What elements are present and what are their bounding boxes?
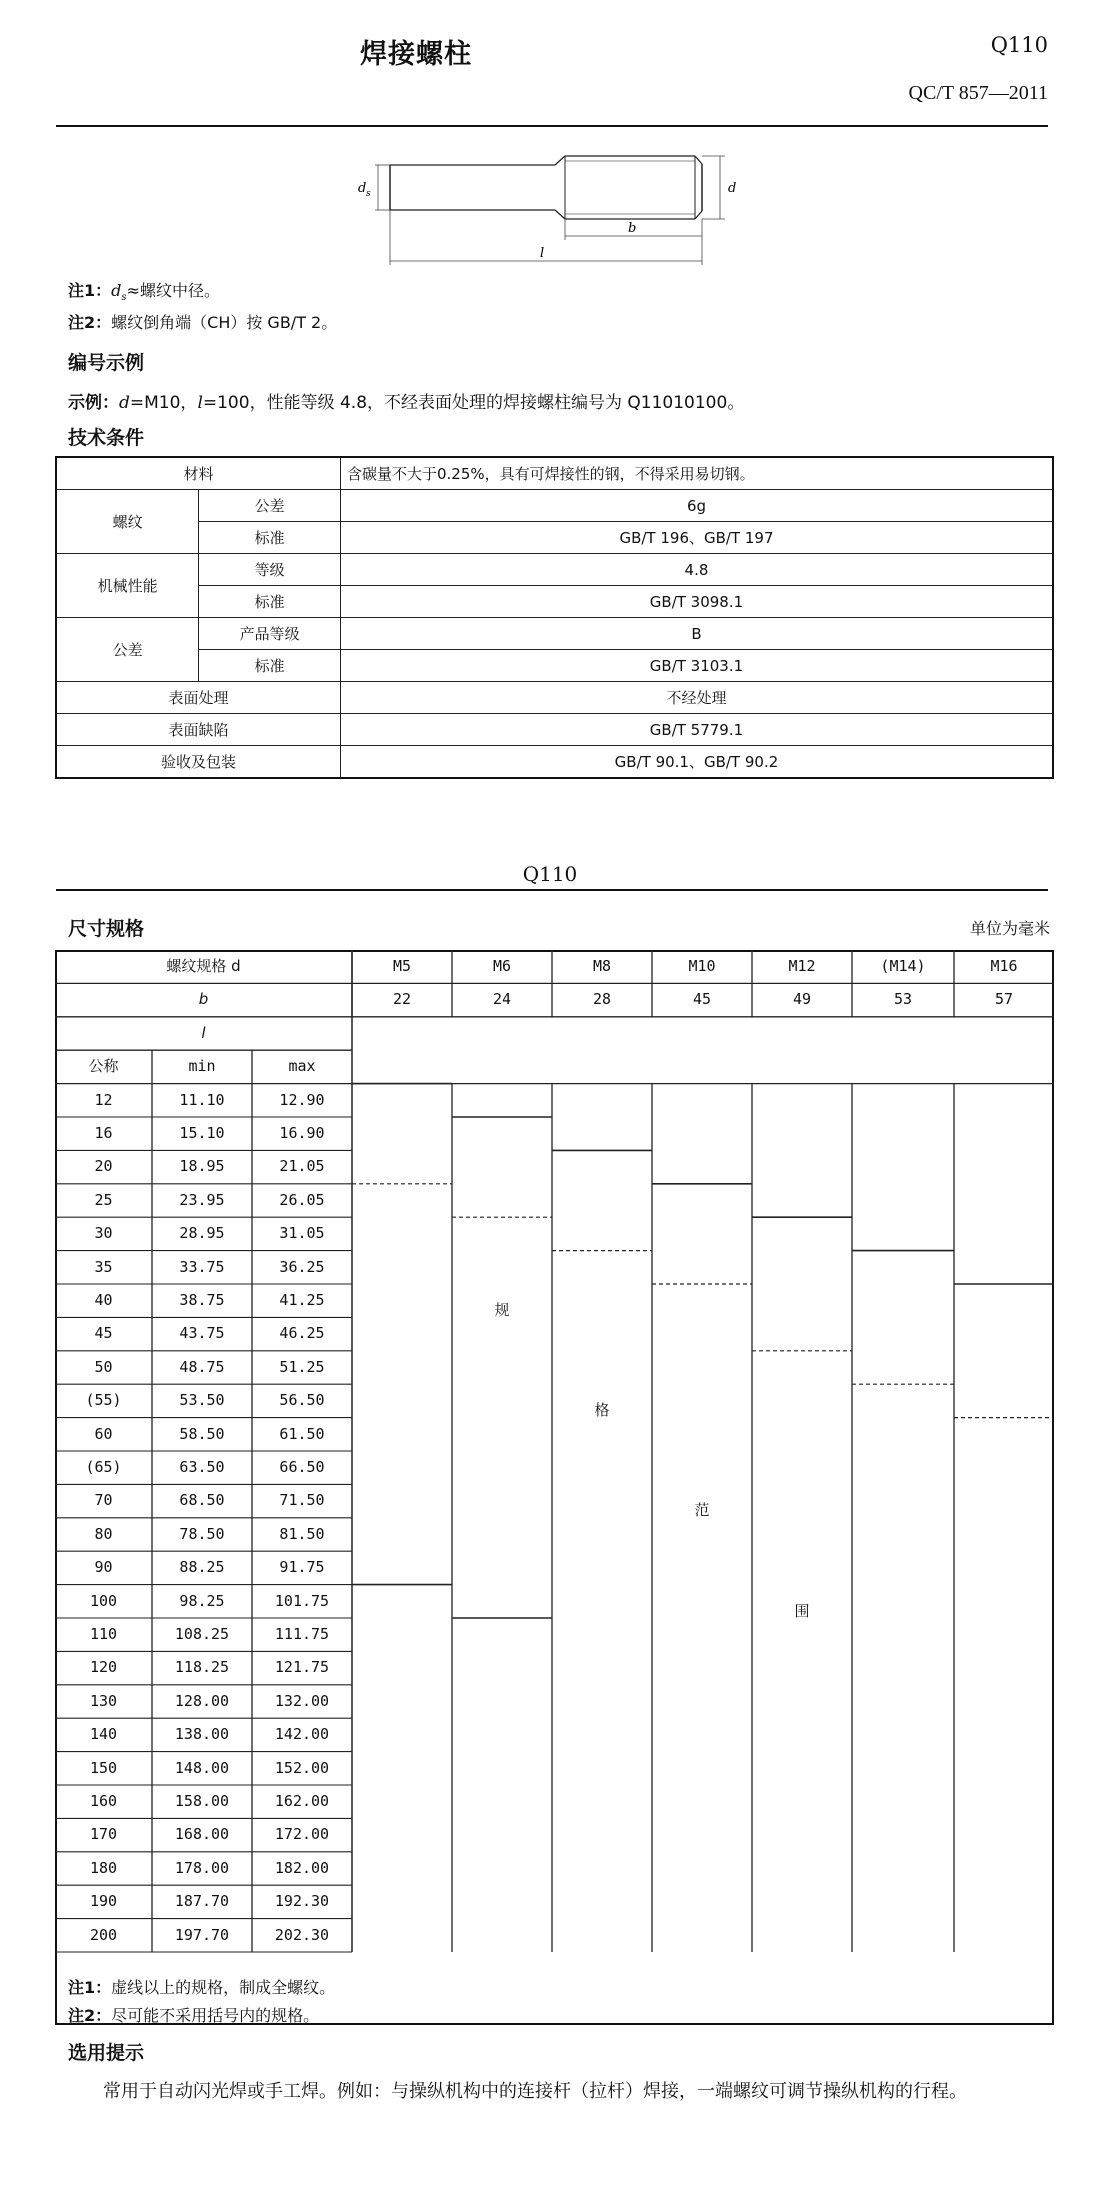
l-nominal: 120 (89, 1658, 118, 1677)
l-nominal: 35 (94, 1257, 113, 1276)
accept-label: 验收及包装 (56, 746, 340, 779)
selection-text: 常用于自动闪光焊或手工焊。例如：与操纵机构中的连接杆（拉杆）焊接，一端螺纹可调节操纵机构的行程。 (103, 2081, 967, 2102)
unit-label: 单位为毫米 (969, 919, 1050, 938)
l-min: 118.25 (174, 1658, 230, 1677)
defect-value: GB/T 5779.1 (340, 714, 1053, 746)
size-4: M12 (788, 957, 816, 975)
surface-label: 表面处理 (56, 682, 340, 714)
l-max: 61.50 (279, 1424, 325, 1443)
l-nominal: 25 (94, 1190, 113, 1209)
example-rest: =100，性能等级 4.8，不经表面处理的焊接螺柱编号为 Q11010100。 (202, 393, 745, 413)
note-label: 注1： (68, 281, 112, 300)
l-min: 38.75 (179, 1291, 225, 1309)
size-6: M16 (990, 957, 1018, 975)
tol-grade-label: 产品等级 (199, 618, 341, 650)
l-min: 68.50 (179, 1491, 225, 1510)
l-min: 15.10 (179, 1124, 225, 1142)
tol-label: 公差 (56, 618, 199, 682)
dimensions-heading: 尺寸规格 (68, 918, 145, 940)
l-nominal: 90 (94, 1558, 113, 1577)
l-nominal: 110 (89, 1625, 118, 1643)
l-min: 43.75 (179, 1324, 225, 1343)
b-value-2: 28 (592, 990, 612, 1009)
note-symbol: d (111, 281, 122, 300)
part-code: Q110 (990, 33, 1048, 57)
l-min: 18.95 (179, 1157, 225, 1176)
selection-heading: 选用提示 (68, 2042, 145, 2064)
l-min: 28.95 (179, 1224, 225, 1243)
l-nominal: (55) (85, 1391, 122, 1410)
l-header: l (201, 1023, 206, 1042)
l-min: 187.70 (174, 1892, 230, 1911)
surface-value: 不经处理 (340, 682, 1053, 714)
l-nominal: 20 (94, 1157, 113, 1176)
l-label: l (540, 246, 545, 261)
mech-grade-value: 4.8 (340, 554, 1053, 586)
dim-note-1 (68, 1975, 335, 1998)
mech-std-value: GB/T 3098.1 (340, 586, 1053, 618)
thread-std-label: 标准 (199, 522, 341, 554)
l-max: 142.00 (274, 1725, 330, 1744)
l-max: 111.75 (274, 1625, 330, 1643)
l-min: 88.25 (179, 1558, 225, 1577)
l-max: 71.50 (279, 1491, 325, 1510)
size-0: M5 (392, 957, 412, 975)
b-value-1: 24 (492, 990, 512, 1009)
b-value-3: 45 (692, 990, 712, 1009)
dim-note-2 (68, 2003, 319, 2026)
l-nominal: 180 (89, 1858, 118, 1877)
l-min: 11.10 (179, 1090, 225, 1109)
note-text: ≈螺纹中径。 (126, 281, 220, 300)
l-nominal: 70 (94, 1491, 113, 1510)
material-value: 含碳量不大于0.25%，具有可焊接性的钢，不得采用易切钢。 (340, 457, 1053, 490)
l-min: 128.00 (174, 1691, 230, 1710)
thread-std-value: GB/T 196、GB/T 197 (340, 522, 1053, 554)
note-text: 尽可能不采用括号内的规格。 (111, 2006, 320, 2025)
l-min: 58.50 (179, 1424, 225, 1443)
thread-spec-header: 螺纹规格 d (166, 957, 241, 975)
range-text: 围 (794, 1601, 810, 1620)
l-min: 108.25 (174, 1625, 230, 1643)
l-max: 16.90 (279, 1124, 325, 1142)
thread-tol-label: 公差 (199, 490, 341, 522)
page-title: 焊接螺柱 (360, 39, 472, 70)
b-header: b (198, 990, 209, 1009)
d-label: d (728, 181, 737, 196)
l-max: 81.50 (279, 1524, 325, 1543)
max-header: max (288, 1057, 316, 1076)
range-text: 规 (494, 1301, 510, 1320)
thread-tol-value: 6g (340, 490, 1053, 522)
l-nominal: 200 (89, 1925, 118, 1944)
l-nominal: 45 (94, 1324, 113, 1343)
b-label: b (628, 221, 637, 236)
l-min: 78.50 (179, 1524, 225, 1543)
ds-label: d (358, 181, 367, 196)
l-nominal: 190 (89, 1892, 118, 1911)
l-min: 63.50 (179, 1458, 225, 1476)
l-min: 148.00 (174, 1758, 230, 1777)
l-min: 23.95 (179, 1190, 225, 1209)
l-max: 192.30 (274, 1892, 330, 1911)
l-nominal: 12 (94, 1090, 113, 1109)
b-value-6: 57 (994, 990, 1014, 1009)
l-min: 48.75 (179, 1357, 225, 1376)
defect-label: 表面缺陷 (56, 714, 340, 746)
l-nominal: 140 (89, 1725, 118, 1744)
l-min: 98.25 (179, 1591, 225, 1610)
nominal-header: 公称 (88, 1057, 119, 1076)
l-nominal: (65) (85, 1458, 122, 1476)
l-nominal: 30 (94, 1224, 113, 1243)
b-value-0: 22 (392, 990, 412, 1009)
l-max: 31.05 (279, 1224, 325, 1243)
l-nominal: 160 (89, 1792, 118, 1810)
l-max: 36.25 (279, 1257, 325, 1276)
accept-value: GB/T 90.1、GB/T 90.2 (340, 746, 1053, 779)
l-nominal: 80 (94, 1524, 113, 1543)
l-max: 152.00 (274, 1758, 330, 1777)
l-nominal: 60 (94, 1424, 113, 1443)
note-label: 注2： (68, 313, 112, 332)
example-label: 示例： (68, 393, 119, 413)
l-max: 91.75 (279, 1558, 325, 1577)
l-max: 121.75 (274, 1658, 330, 1677)
min-header: min (188, 1057, 216, 1076)
l-min: 178.00 (174, 1858, 230, 1877)
b-value-4: 49 (792, 990, 812, 1009)
l-max: 26.05 (279, 1190, 325, 1209)
l-nominal: 16 (94, 1124, 113, 1142)
section-code: Q110 (522, 862, 578, 886)
l-nominal: 50 (94, 1357, 113, 1376)
tol-std-value: GB/T 3103.1 (340, 650, 1053, 682)
ds-sub: s (366, 189, 371, 199)
range-text: 范 (694, 1501, 710, 1520)
size-5: (M14) (880, 957, 926, 975)
l-max: 202.30 (274, 1925, 330, 1944)
l-min: 53.50 (179, 1391, 225, 1410)
l-min: 158.00 (174, 1792, 230, 1810)
l-max: 101.75 (274, 1591, 330, 1610)
l-min: 138.00 (174, 1725, 230, 1744)
size-3: M10 (688, 957, 716, 975)
l-min: 197.70 (174, 1925, 230, 1944)
tol-grade-value: B (340, 618, 1053, 650)
l-max: 46.25 (279, 1324, 325, 1343)
l-max: 51.25 (279, 1357, 325, 1376)
l-nominal: 150 (89, 1758, 118, 1777)
note-subscript: s (121, 292, 127, 304)
size-1: M6 (492, 957, 512, 975)
mech-std-label: 标准 (199, 586, 341, 618)
size-2: M8 (592, 957, 612, 975)
b-value-5: 53 (893, 990, 913, 1009)
value-d: =M10， (129, 393, 198, 413)
thread-label: 螺纹 (56, 490, 199, 554)
l-max: 66.50 (279, 1458, 325, 1476)
note-label: 注2： (68, 2006, 112, 2025)
note-text: 螺纹倒角端（CH）按 GB/T 2。 (111, 313, 338, 332)
l-nominal: 170 (89, 1825, 118, 1844)
l-max: 172.00 (274, 1825, 330, 1844)
l-nominal: 130 (89, 1691, 118, 1710)
designation-heading: 编号示例 (68, 352, 145, 374)
l-max: 56.50 (279, 1391, 325, 1410)
note-label: 注1： (68, 1978, 112, 1997)
mech-label: 机械性能 (56, 554, 199, 618)
mech-grade-label: 等级 (199, 554, 341, 586)
l-min: 33.75 (179, 1257, 225, 1276)
l-max: 41.25 (279, 1291, 325, 1309)
symbol-d: d (119, 393, 130, 413)
l-max: 162.00 (274, 1792, 330, 1810)
material-label: 材料 (56, 457, 340, 490)
l-min: 168.00 (174, 1825, 230, 1844)
l-max: 132.00 (274, 1691, 330, 1710)
standard-number: QC/T 857—2011 (908, 82, 1048, 104)
l-max: 182.00 (274, 1858, 330, 1877)
l-nominal: 40 (94, 1291, 113, 1309)
range-text: 格 (594, 1401, 610, 1420)
l-nominal: 100 (89, 1591, 118, 1610)
tech-heading: 技术条件 (68, 427, 145, 449)
l-max: 21.05 (279, 1157, 325, 1176)
tol-std-label: 标准 (199, 650, 341, 682)
symbol-l: l (197, 393, 203, 413)
l-max: 12.90 (279, 1090, 325, 1109)
note-text: 虚线以上的规格，制成全螺纹。 (111, 1978, 336, 1997)
